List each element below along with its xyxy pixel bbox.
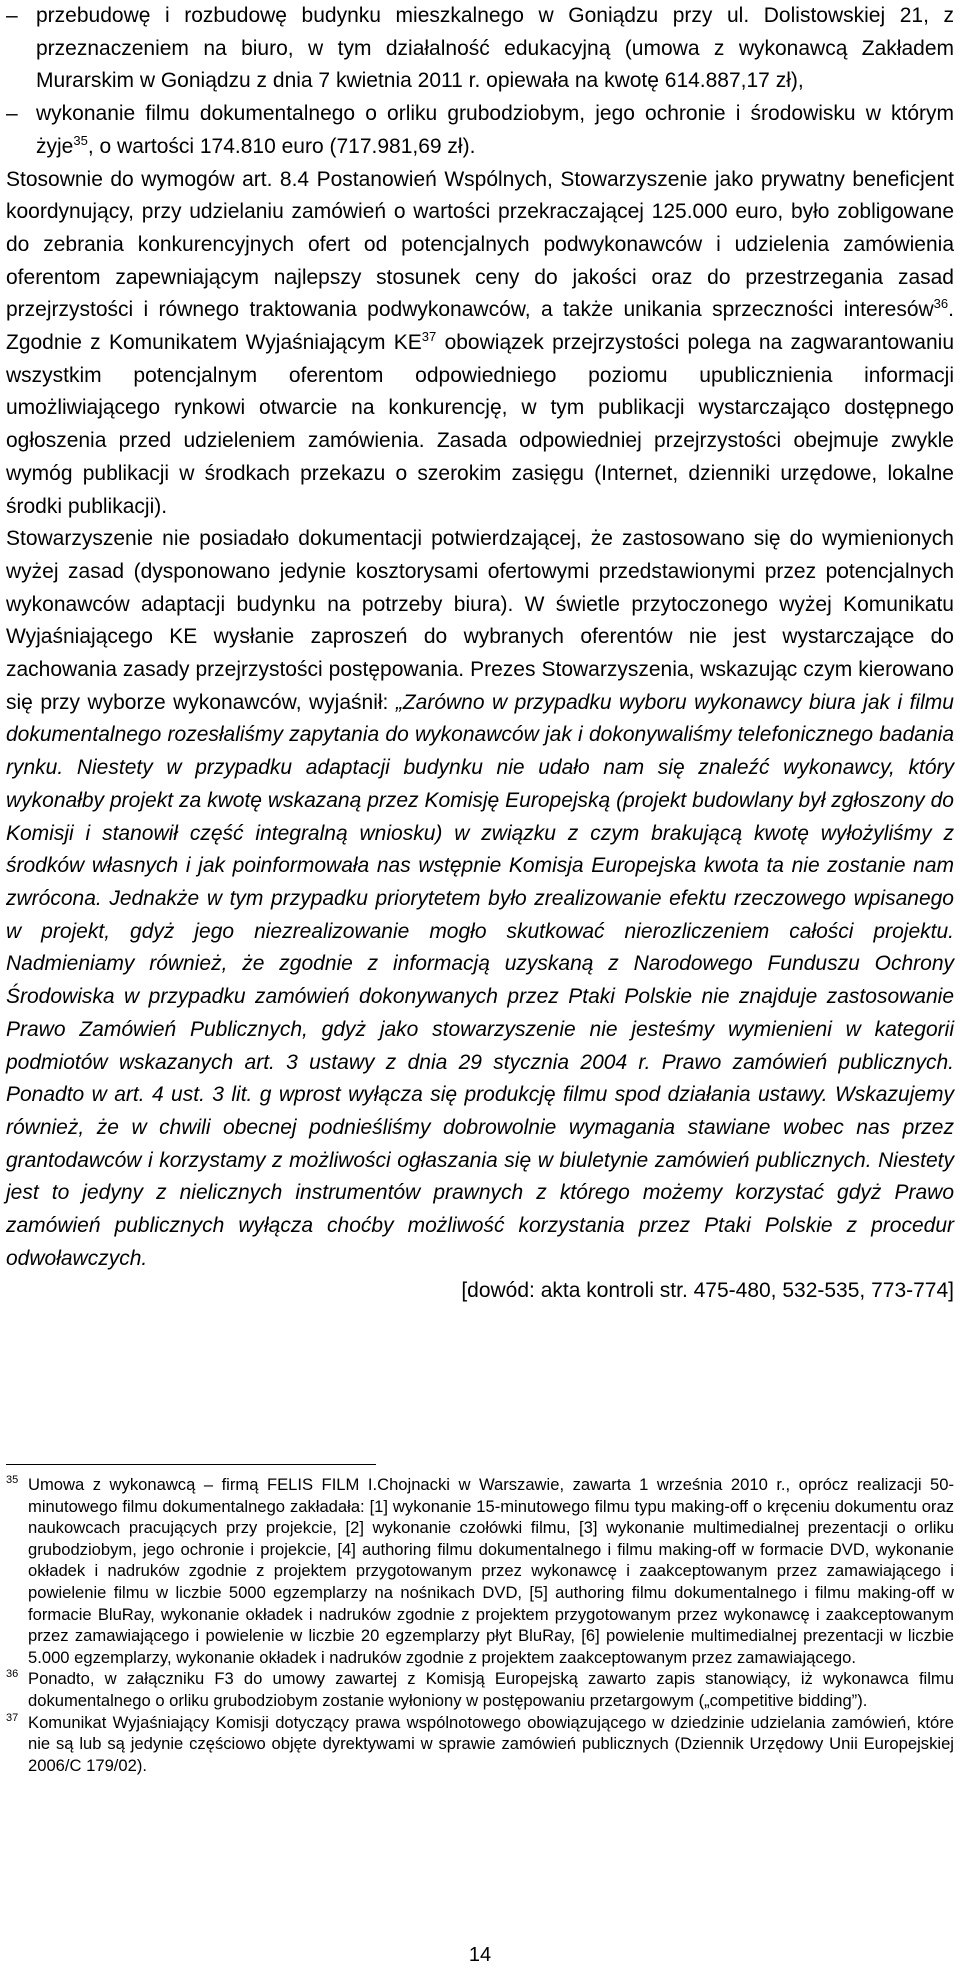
list-dash: – xyxy=(6,102,18,126)
page-number: 14 xyxy=(468,1944,492,1966)
footnote-number: 37 xyxy=(6,1711,19,1724)
list-item xyxy=(6,0,954,98)
footnote-number: 35 xyxy=(6,1474,19,1486)
list-item-text: przebudowę i rozbudowę budynku mieszkalnego w Goniądzu przy ul. Dolistowskiej 21, z przeznaczeniem na biuro, w tym działalność edukacyjną (umowa z wykonawcą Zakładem Murarskim w Goniądzu z dnia 7 kwietnia 2011 r. opiewała na kwotę 614.887,17 zł), xyxy=(36,4,954,93)
evidence-reference: [dowód: akta kontroli str. 475-480, 532-535, 773-774] xyxy=(461,1279,954,1303)
footnote-ref-36[interactable]: 36 xyxy=(933,296,949,312)
footnote-37 xyxy=(6,1712,954,1777)
list-item xyxy=(6,98,954,163)
list-item-text: wykonanie filmu dokumentalnego o orliku grubodziobym, jego ochronie i środowisku w którym żyje xyxy=(36,102,954,158)
list-dash: – xyxy=(6,4,18,27)
footnote-35 xyxy=(6,1474,954,1668)
quoted-explanation: „Zarówno w przypadku wyboru wykonawcy biura jak i filmu dokumentalnego rozesłaliśmy zapytania do wykonawców jak i dokonywaliśmy telefonicznego badania rynku. Niestety w przypadku adaptacji budynku nie udało nam się znaleźć wykonawcy, który wykonałby projekt za kwotę wskazaną przez Komisję Europejską (projekt budowlany był zgłoszony do Komisji i stanowił część integralną wniosku) w związku z czym brakującą kwotę wyłożyliśmy z środków własnych i jak poinformowała nas wstępnie Komisja Europejska kwota ta nie zostanie nam zwrócona. Jednakże w tym przypadku priorytetem było zrealizowanie efektu rzeczowego wpisanego w projekt, gdyż jego niezrealizowanie mogło skutkować nierozliczeniem całości projektu. Nadmieniamy również, że zgodnie z informacją uzyskaną z Narodowego Funduszu Ochrony Środowiska w przypadku zamówień dokonywanych przez Ptaki Polskie nie znajduje zastosowanie Prawo Zamówień Publicznych, gdyż jako stowarzyszenie nie jesteśmy wymienieni w kategorii podmiotów wskazanych art. 3 ustawy z dnia 29 stycznia 2004 r. Prawo zamówień publicznych. Ponadto w art. 4 ust. 3 lit. g wprost wyłącza się produkcję filmu spod działania ustawy. Wskazujemy również, że w chwili obecnej podnieśliśmy dobrowolnie wymagania stawiane wobec nas przez grantodawców i korzystamy z możliwości ogłaszania się w biuletynie zamówień publicznych. Niestety jest to jedyny z nielicznych instrumentów prawnych z którego możemy korzystać gdyż Prawo zamówień publicznych wyłącza choćby możliwość korzystania przez Ptaki Polskie z procedur odwoławczych. xyxy=(6,690,954,1270)
paragraph-text: Stosownie do wymogów art. 8.4 Postanowień Wspólnych, Stowarzyszenie jako prywatny beneficjent koordynujący, przy udzielaniu zamówień o wartości przekraczającej 125.000 euro, było zobligowane do zebrania konkurencyjnych ofert od potencjalnych podwykonawców i udzielenia zamówienia oferentom zapewniającym najlepszy stosunek ceny do jakości oraz do przestrzegania zasad przejrzystości i równego traktowania podwykonawców, a także unikania sprzeczności interesów xyxy=(6,167,954,322)
main-text xyxy=(6,0,954,1308)
paragraph-text-end: obowiązek przejrzystości polega na zagwarantowaniu wszystkim potencjalnym oferentom odpowiedniego poziomu upublicznienia informacji umożliwiającego rynkowi otwarcie na konkurencję, w tym publikacji wystarczająco dostępnego ogłoszenia przed udzieleniem zamówienia. Zasada odpowiedniej przejrzystości obejmuje zwykle wymóg publikacji w środkach przekazu o szerokim zasięgu (Internet, dzienniki urzędowe, lokalne środki publikacji). xyxy=(6,331,954,518)
footnote-number: 36 xyxy=(6,1668,19,1681)
footnote-ref-35[interactable]: 35 xyxy=(73,132,88,148)
footnote-separator xyxy=(6,1464,376,1465)
footnote-text: Komunikat Wyjaśniający Komisji dotyczący prawa wspólnotowego obowiązującego w dziedzinie udzielania zamówień, które nie są lub są jedynie częściowo objęte dyrektywami w sprawie zamówień publicznych (Dziennik Urzędowy Unii Europejskiej 2006/C 179/02). xyxy=(28,1712,954,1775)
footnote-text: Umowa z wykonawcą – firmą FELIS FILM I.Chojnacki w Warszawie, zawarta 1 września 2010 r., oprócz realizacji 50-minutowego filmu dokumentalnego zakładała: [1] wykonanie 15-minutowego filmu typu making-off o kręceniu dokumentu oraz naukowcach pracujących przy projekcie, [2] wykonanie czołówki filmu, [3] wykonanie multimedialnej prezentacji o orliku grubodziobym, jego ochronie i projekcie, [4] authoring filmu dokumentalnego i filmu making-off w formacie DVD, wykonanie okładek i nadruków zgodnie z projektem przygotowanym przez wykonawcę i zaakceptowanym przez zamawiającego i powielenie filmu w liczbie 5000 egzemplarzy na nośnikach DVD, [5] authoring filmu dokumentalnego i filmu making-off w formacie BluRay, wykonanie okładek i nadruków zgodnie z projektem przygotowanym przez wykonawcę i zaakceptowanym przez zamawiającego i powielenie w liczbie 20 egzemplarzy płyt BluRay, [6] powielenie multimedialnej prezentacji w liczbie 5.000 egzemplarzy, wykonanie okładek i nadruków zgodnie z projektem zaakceptowanym przez zamawiającego. xyxy=(28,1475,954,1667)
footnote-ref-37[interactable]: 37 xyxy=(421,329,437,345)
footnote-36 xyxy=(6,1668,954,1711)
footnote-text: Ponadto, w załączniku F3 do umowy zawartej z Komisją Europejską zawarto zapis stanowiący, iż wykonawca filmu dokumentalnego o orliku grubodziobym zostanie wyłoniony w postępowaniu przetargowym („competitive bidding”). xyxy=(28,1669,954,1710)
footnotes xyxy=(6,1474,954,1776)
list-item-text-end: , o wartości 174.810 euro (717.981,69 zł). xyxy=(87,134,476,158)
paragraph-requirements xyxy=(6,164,954,524)
paragraph-text: Stowarzyszenie nie posiadało dokumentacji potwierdzającej, że zastosowano się do wymienionych wyżej zasad (dysponowano jedynie kosztorysami ofertowymi przedstawionymi przez potencjalnych wykonawców adaptacji budynku na potrzeby biura). W świetle przytoczonego wyżej Komunikatu Wyjaśniającego KE wysłanie zaproszeń do wybranych oferentów nie jest wystarczające do zachowania zasady przejrzystości postępowania. Prezes Stowarzyszenia, wskazując czym kierowano się przy wyborze wykonawców, wyjaśnił: xyxy=(6,527,954,714)
paragraph-findings xyxy=(6,523,954,1275)
paragraph-text-middle: . Zgodnie z Komunikatem Wyjaśniającym KE xyxy=(6,298,954,355)
